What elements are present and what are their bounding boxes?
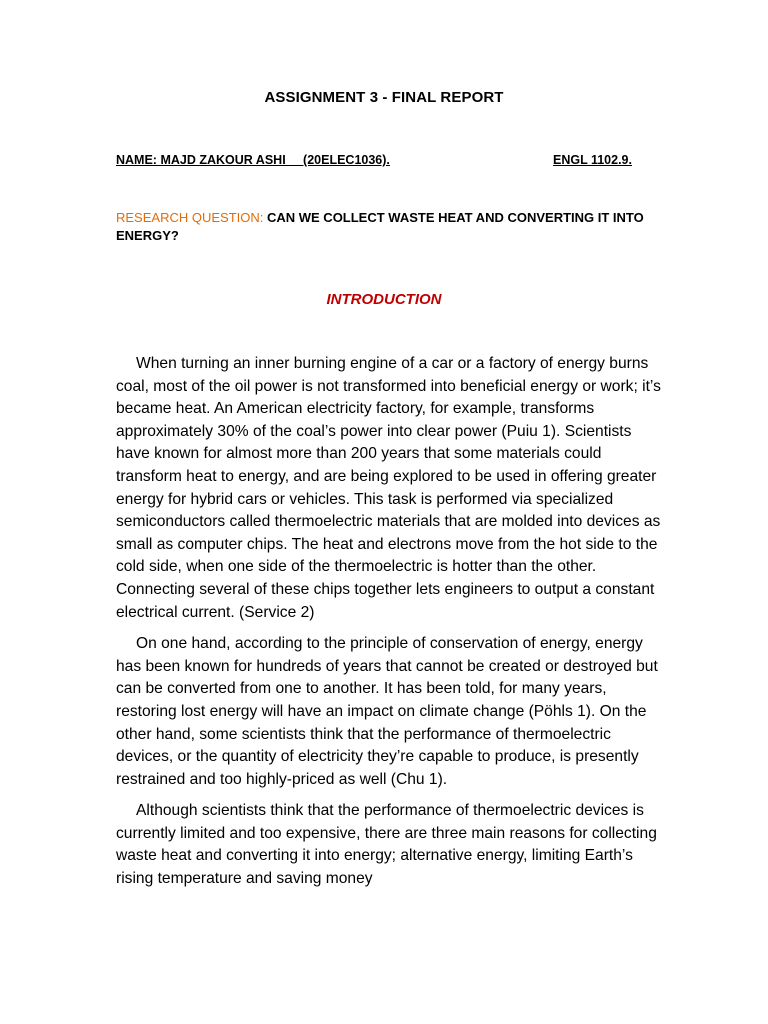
paragraph: Although scientists think that the performance of thermoelectric devices is currently limited and too expensive, there are three main reasons for collecting waste heat and converting it into energy; alternative energy, limiting Earth’s rising temperature and saving money — [116, 802, 657, 888]
student-name-line: NAME: MAJD ZAKOUR ASHI (20ELEC1036). — [116, 153, 390, 167]
paragraph: When turning an inner burning engine of a car or a factory of energy burns coal, most of the oil power is not transformed into beneficial energy or work; it’s became heat. An American electricity factory, for example, transforms approximately 30% of the coal’s power into clear power (Puiu 1). Scientists have known for almost more than 200 years that some materials could transform heat to energy, and are being explored to be used in offering greater energy for hybrid cars or vehicles. This task is performed via specialized semiconductors called thermoelectric materials that are molded into devices as small as computer chips. The heat and electrons move from the hot side to the cold side, when one side of the thermoelectric is hotter than the other. Connecting several of these chips together lets engineers to output a constant electrical current. (Service 2) — [116, 355, 661, 621]
research-question-text: CAN WE COLLECT WASTE HEAT AND CONVERTING IT INTO ENERGY? — [116, 210, 644, 243]
course-code: ENGL 1102.9. — [553, 153, 632, 167]
research-question — [116, 209, 656, 245]
body-text — [116, 353, 661, 900]
section-heading-introduction: INTRODUCTION — [326, 291, 442, 308]
research-question-label: RESEARCH QUESTION: — [116, 210, 264, 225]
document-title: ASSIGNMENT 3 - FINAL REPORT — [264, 89, 504, 106]
paragraph: On one hand, according to the principle of conservation of energy, energy has been known for hundreds of years that cannot be created or destroyed but can be converted from one to another. It has been told, for many years, restoring lost energy will have an impact on climate change (Pöhls 1). On the other hand, some scientists think that the performance of thermoelectric devices, or the quantity of electricity they’re capable to produce, is presently restrained and too highly-priced as well (Chu 1). — [116, 635, 658, 788]
